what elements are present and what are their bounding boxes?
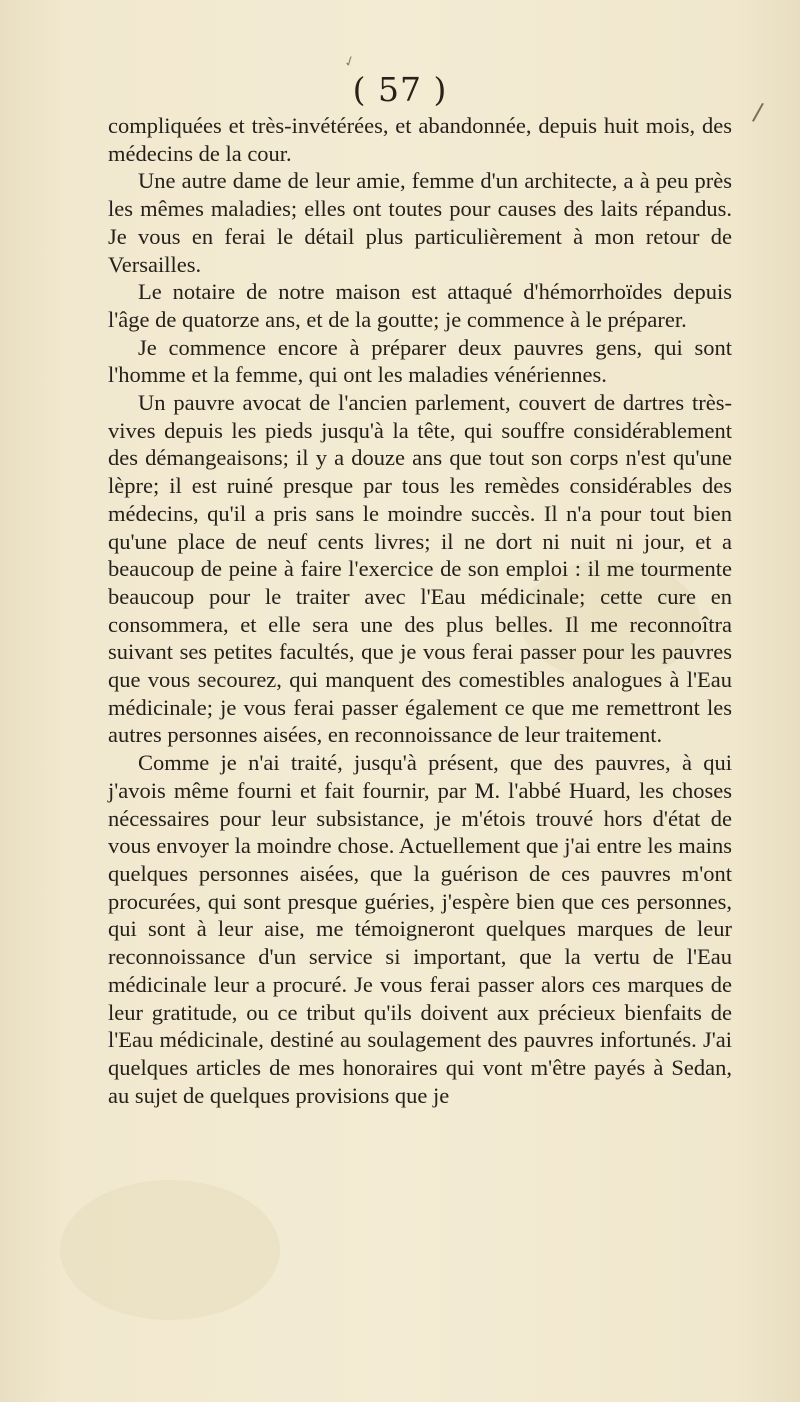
- page-number: ( 57 ): [352, 70, 448, 109]
- paragraph: Un pauvre avocat de l'ancien parlement, couvert de dartres très-vives depuis les pieds jusqu'à la tête, qui souffre considérablement des démangeaisons; il y a douze ans que tout son corps n'est qu'une lèpre; il est ruiné presque par tous les remèdes considérables des médecins, qu'il a pris sans le moindre succès. Il n'a pour tout bien qu'une place de neuf cents livres; il ne dort ni nuit ni jour, et a beaucoup de peine à faire l'exercice de son emploi : il me tourmente beaucoup pour le traiter avec l'Eau médicinale; cette cure en consommera, et elle sera une des plus belles. Il me reconnoîtra suivant ses petites facultés, que je vous ferai passer pour les pauvres que vous secourez, qui manquent des comestibles analogues à l'Eau médicinale; je vous ferai passer également ce que me remettront les autres personnes aisées, en reconnoissance de leur traitement.: [108, 390, 732, 748]
- paragraph: Une autre dame de leur amie, femme d'un architecte, a à peu près les mêmes maladies; elles ont toutes pour causes des laits répandus. Je vous en ferai le détail plus particulièrement à mon retour de Versailles.: [108, 168, 732, 277]
- paragraph: Comme je n'ai traité, jusqu'à présent, que des pauvres, à qui j'avois même fourni et fait fournir, par M. l'abbé Huard, les choses nécessaires pour leur subsistance, je m'étois trouvé hors d'état de vous envoyer la moindre chose. Actuellement que j'ai entre les mains quelques personnes aisées, que la guérison de ces pauvres m'ont procurées, qui sont presque guéries, j'espère bien que ces personnes, qui sont à leur aise, me témoigneront quelques marques de leur reconnoissance d'un service si important, que la vertu de l'Eau médicinale leur a procuré. Je vous ferai passer alors ces marques de leur gratitude, ou ce tribut qu'ils doivent aux précieux bienfaits de l'Eau médicinale, destiné au soulagement des pauvres infortunés. J'ai quelques articles de mes honoraires qui vont m'être payés à Sedan, au sujet de quelques provisions que je: [108, 750, 732, 1108]
- body-text: [108, 112, 732, 1109]
- margin-pencil-mark: /: [751, 97, 765, 127]
- pencil-mark: ✓: [341, 52, 359, 72]
- paragraph-continuation: compliquées et très-invétérées, et abandonnée, depuis huit mois, des médecins de la cour.: [108, 113, 732, 166]
- paragraph: Le notaire de notre maison est attaqué d'hémorrhoïdes depuis l'âge de quatorze ans, et de la goutte; je commence à le préparer.: [108, 279, 732, 332]
- paper-stain: [60, 1180, 280, 1320]
- paragraph: Je commence encore à préparer deux pauvres gens, qui sont l'homme et la femme, qui ont les maladies vénériennes.: [108, 334, 732, 388]
